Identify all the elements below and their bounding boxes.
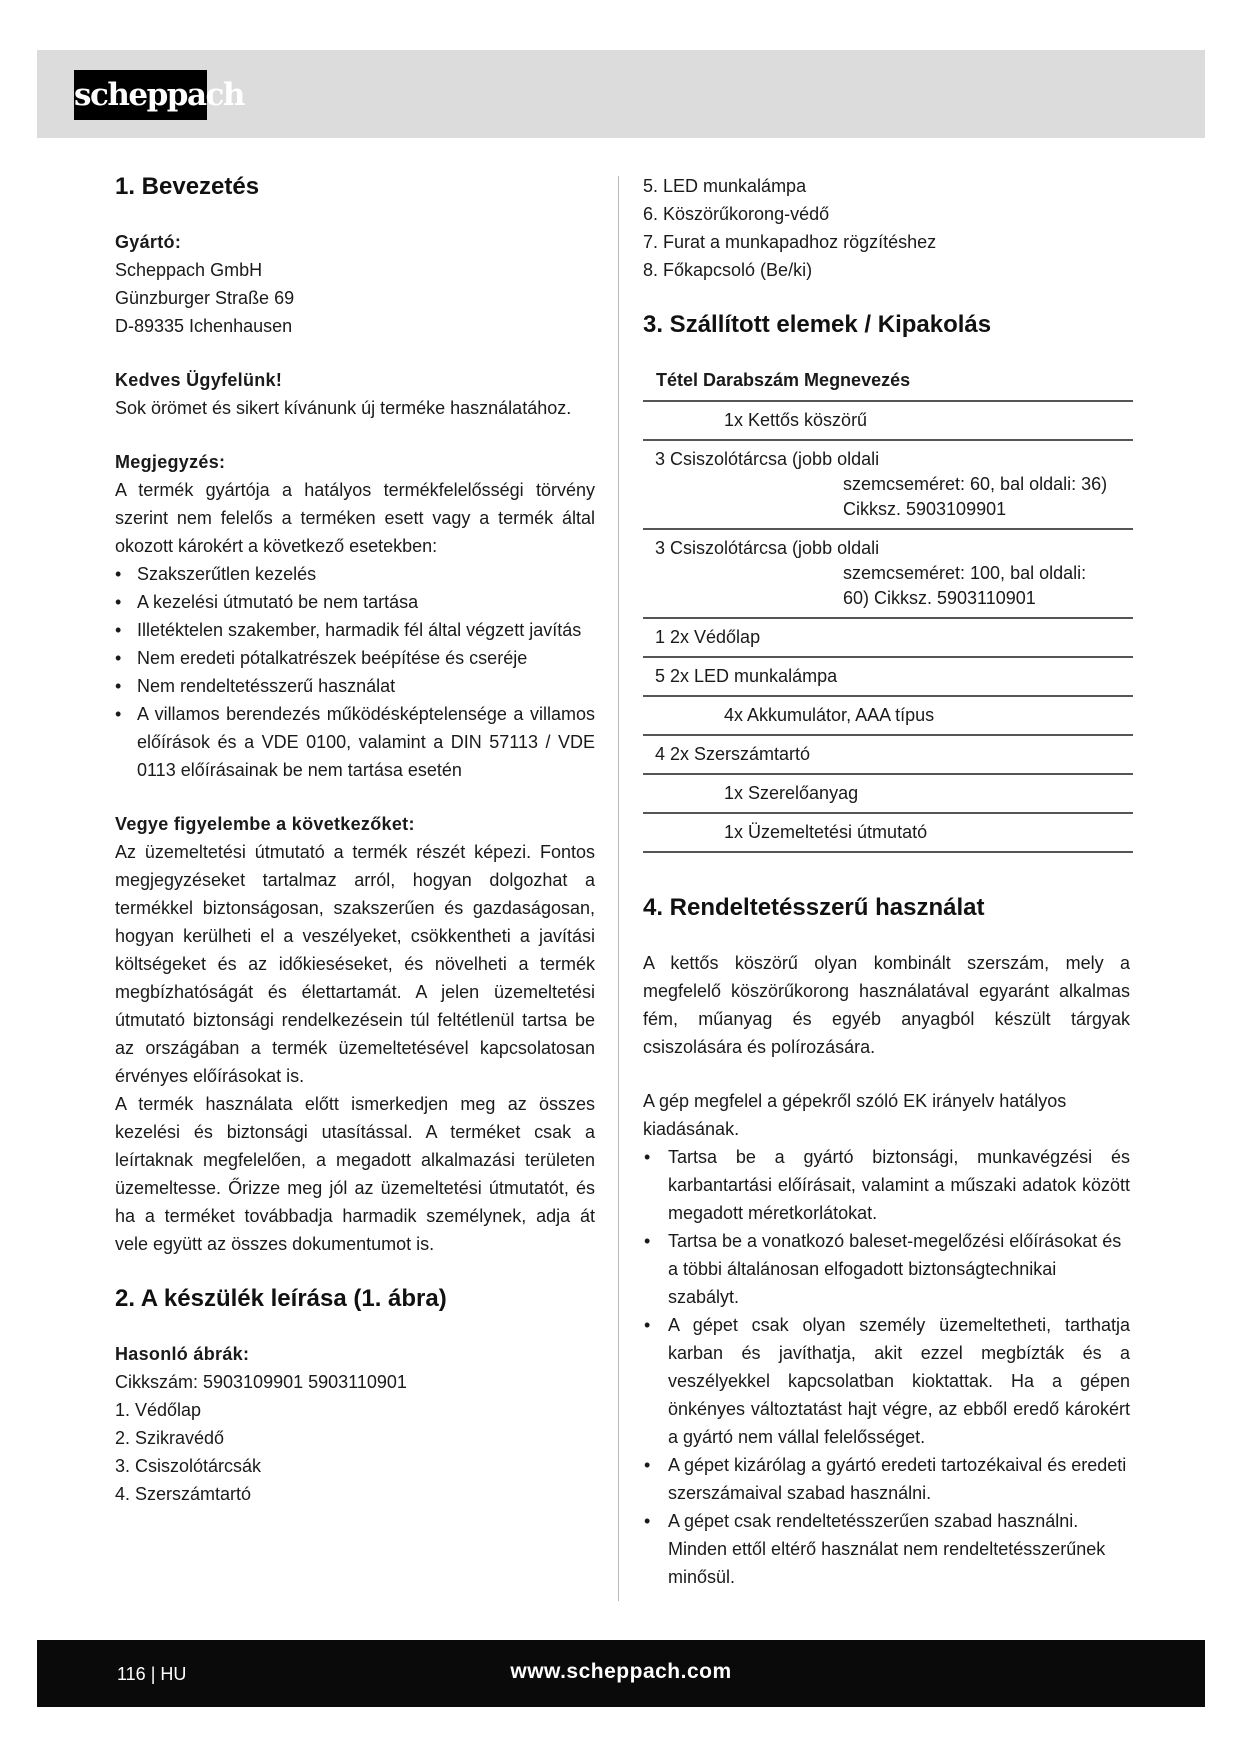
table-cell: 1x Szerelőanyag xyxy=(724,783,859,803)
dear-label: Kedves Ügyfelünk! xyxy=(115,370,283,390)
section-heading-3: 3. Szállított elemek / Kipakolás xyxy=(643,311,992,338)
list-item: 8. Főkapcsoló (Be/ki) xyxy=(643,260,813,280)
list-item: 1. Védőlap xyxy=(115,1400,202,1420)
page-number: 116 | HU xyxy=(117,1664,187,1684)
list-item: 7. Furat a munkapadhoz rögzítéshez xyxy=(643,232,937,252)
brand-logo: scheppach xyxy=(74,70,207,120)
table-cell: 1 2x Védőlap xyxy=(655,627,761,647)
use-list xyxy=(643,1143,1130,1591)
note-text: A termék gyártója a hatályos termékfelelősségi törvény szerint nem felelős a terméken esett vagy a termék által okozott károkért a következő esetekben: xyxy=(115,480,595,556)
table-cell: 4x Akkumulátor, AAA típus xyxy=(724,705,935,725)
list-item: • Tartsa be a vonatkozó baleset-megelőzési előírásokat és a többi általánosan elfogadott biztonságtechnikai szabályt. xyxy=(643,1227,1130,1311)
table-row xyxy=(643,697,1133,736)
table-row xyxy=(643,619,1133,658)
list-item: • Szakszerűtlen kezelés xyxy=(115,560,595,588)
list-item: • Tartsa be a gyártó biztonsági, munkavégzési és karbantartási előírásait, valamint a műszaki adatok között megadott méretkorlátokat. xyxy=(643,1143,1130,1227)
use-paragraph: A kettős köszörű olyan kombinált szerszám, mely a megfelelő köszörűkorong használatával egyaránt alkalmas fém, műanyag és egyéb anyagból készült tárgyak csiszolására és polírozására. xyxy=(643,953,1130,1057)
table-cell: Cikksz. 5903109901 xyxy=(843,499,1007,519)
column-divider xyxy=(618,176,619,1601)
table-header: Tétel Darabszám Megnevezés xyxy=(643,366,1133,402)
list-item: • A gépet csak rendeltetésszerűen szabad használni. Minden ettől eltérő használat nem rendeltetésszerűnek minősül. xyxy=(643,1507,1130,1591)
list-item: 2. Szikravédő xyxy=(115,1428,225,1448)
table-cell: szemcseméret: 60, bal oldali: 36) xyxy=(843,474,1108,494)
right-column xyxy=(643,172,1130,1591)
table-row xyxy=(643,441,1133,530)
table-cell: 5 2x LED munkalámpa xyxy=(655,666,838,686)
consider-paragraph: A termék használata előtt ismerkedjen meg az összes kezelési és biztonsági utasítással. A terméket csak a leírtaknak megfelelően, a megadott alkalmazási területen üzemeltesse. Őrizze meg jól az üzemeltetési útmutatót, és ha a terméket továbbadja harmadik személynek, adja át vele együtt az összes dokumentumot is. xyxy=(115,1094,595,1254)
table-cell: 3 Csiszolótárcsa (jobb oldali xyxy=(655,538,880,558)
note-list xyxy=(115,560,595,784)
manufacturer-label: Gyártó: xyxy=(115,232,182,252)
section-heading-1: 1. Bevezetés xyxy=(115,173,260,200)
manufacturer-line: D-89335 Ichenhausen xyxy=(115,316,293,336)
list-item: • Nem eredeti pótalkatrészek beépítése és cseréje xyxy=(115,644,595,672)
section-heading-2: 2. A készülék leírása (1. ábra) xyxy=(115,1285,447,1312)
header-bar xyxy=(37,50,1205,138)
list-item: 6. Köszörűkorong-védő xyxy=(643,204,830,224)
note-label: Megjegyzés: xyxy=(115,452,226,472)
article-number-line: Cikkszám: 5903109901 5903110901 xyxy=(115,1372,407,1392)
list-item: 4. Szerszámtartó xyxy=(115,1484,252,1504)
table-cell: 1x Üzemeltetési útmutató xyxy=(724,822,928,842)
table-row xyxy=(643,814,1133,853)
list-item: • A gépet csak olyan személy üzemeltetheti, tarthatja karban és javíthatja, akit ezzel megbízták és a veszélyekkel kapcsolatban kioktattak. Ha a gépen önkényes változtatást hajt végre, az ebből eredő károkért a gyártó nem vállal felelősséget. xyxy=(643,1311,1130,1451)
list-item: • A kezelési útmutató be nem tartása xyxy=(115,588,595,616)
manufacturer-line: Scheppach GmbH xyxy=(115,260,263,280)
left-column xyxy=(115,172,595,1508)
website-link[interactable]: www.scheppach.com xyxy=(510,1660,732,1683)
footer-bar xyxy=(37,1640,1205,1707)
parts-list xyxy=(115,1396,595,1508)
delivery-table xyxy=(643,366,1130,853)
table-cell: 60) Cikksz. 5903110901 xyxy=(843,588,1036,608)
parts-list-continued xyxy=(643,172,1130,284)
table-row xyxy=(643,658,1133,697)
dear-text: Sok örömet és sikert kívánunk új terméke használatához. xyxy=(115,398,572,418)
list-item: • A villamos berendezés működésképtelensége a villamos előírások és a VDE 0100, valamint a DIN 57113 / VDE 0113 előírásainak be nem tartása esetén xyxy=(115,700,595,784)
table-row xyxy=(643,736,1133,775)
use-paragraph: A gép megfelel a gépekről szóló EK irányelv hatályos kiadásának. xyxy=(643,1091,1067,1139)
table-cell: szemcseméret: 100, bal oldali: xyxy=(843,563,1087,583)
table-cell: 1x Kettős köszörű xyxy=(724,410,868,430)
list-item: 3. Csiszolótárcsák xyxy=(115,1456,262,1476)
section-heading-4: 4. Rendeltetésszerű használat xyxy=(643,894,985,921)
list-item: • A gépet kizárólag a gyártó eredeti tartozékaival és eredeti szerszámaival szabad használni. xyxy=(643,1451,1130,1507)
table-cell: 3 Csiszolótárcsa (jobb oldali xyxy=(655,449,880,469)
consider-label: Vegye figyelembe a következőket: xyxy=(115,814,415,834)
table-row xyxy=(643,402,1133,441)
list-item: • Nem rendeltetésszerű használat xyxy=(115,672,595,700)
consider-paragraph: Az üzemeltetési útmutató a termék részét képezi. Fontos megjegyzéseket tartalmaz arról, hogyan dolgozhat a termékkel biztonságosan, szakszerűen és gazdaságosan, hogyan kerülheti el a veszélyeket, csökkentheti a javítási költségeket és az időkieséseket, és növelheti a termék megbízhatóságát és élettartamát. A jelen üzemeltetési útmutató biztonsági rendelkezésein túl feltétlenül tartsa be az országában a termék üzemeltetésével kapcsolatosan érvényes előírásokat is. xyxy=(115,842,595,1086)
table-cell: 4 2x Szerszámtartó xyxy=(655,744,811,764)
manufacturer-line: Günzburger Straße 69 xyxy=(115,288,295,308)
list-item: 5. LED munkalámpa xyxy=(643,176,807,196)
table-row xyxy=(643,530,1133,619)
table-row xyxy=(643,775,1133,814)
similar-label: Hasonló ábrák: xyxy=(115,1344,250,1364)
list-item: • Illetéktelen szakember, harmadik fél által végzett javítás xyxy=(115,616,595,644)
